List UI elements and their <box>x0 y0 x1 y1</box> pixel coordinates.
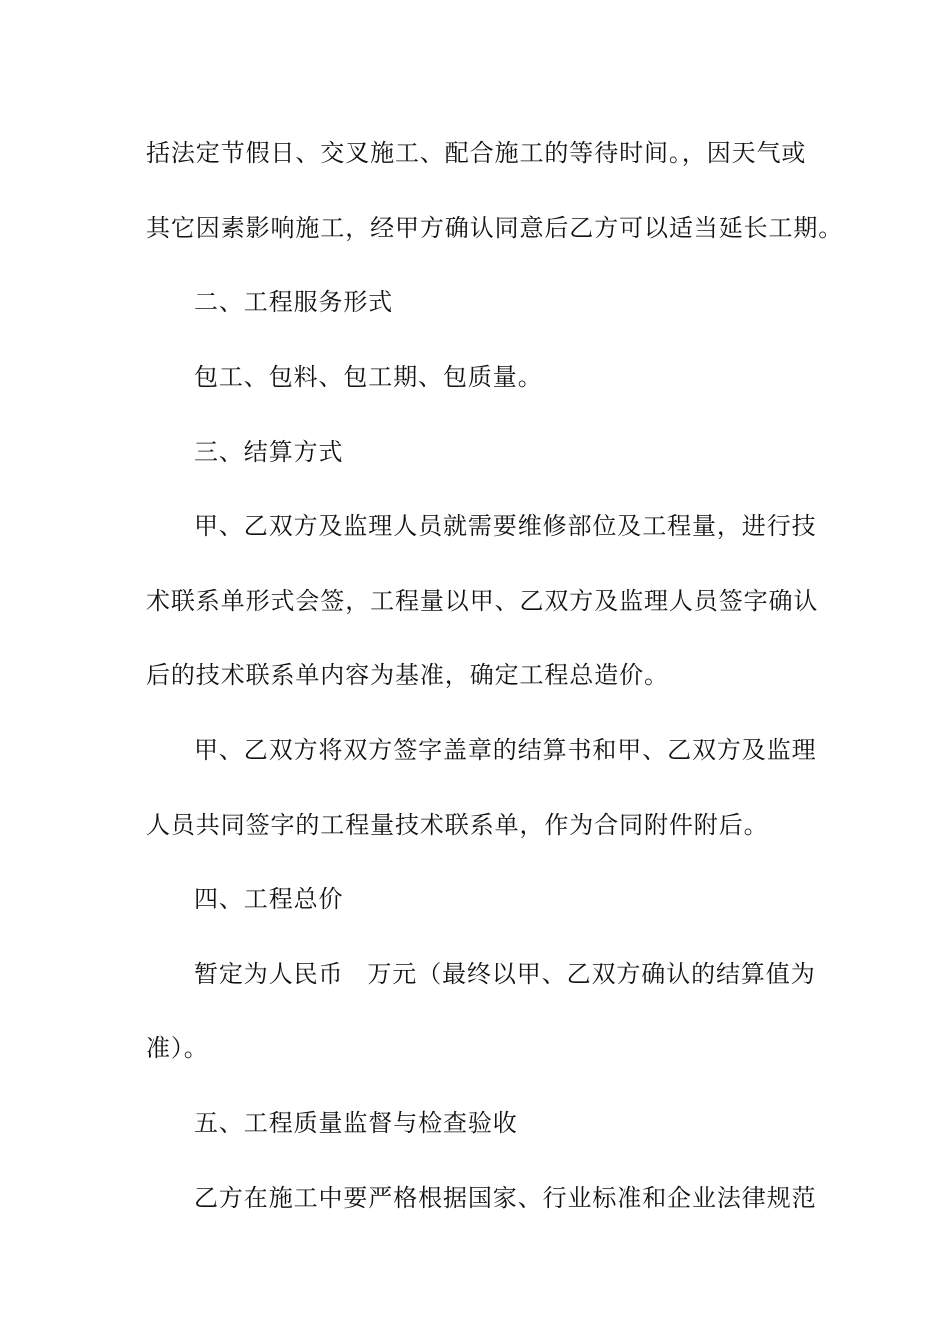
section-heading: 四、工程总价 <box>194 885 344 913</box>
paragraph-line: 人员共同签字的工程量技术联系单，作为合同附件附后。 <box>146 811 769 839</box>
paragraph-line: 术联系单形式会签，工程量以甲、乙双方及监理人员签字确认 <box>146 587 819 615</box>
paragraph-line: 甲、乙双方将双方签字盖章的结算书和甲、乙双方及监理 <box>194 736 817 764</box>
paragraph-line: 包工、包料、包工期、包质量。 <box>194 363 543 391</box>
section-heading: 三、结算方式 <box>194 438 344 466</box>
paragraph-line: 其它因素影响施工，经甲方确认同意后乙方可以适当延长工期。 <box>146 214 844 242</box>
price-line <box>194 959 816 989</box>
paragraph-line: 乙方在施工中要严格根据国家、行业标准和企业法律规范 <box>194 1184 817 1212</box>
price-prefix: 暂定为人民币 <box>194 960 344 988</box>
price-suffix: 万元（最终以甲、乙双方确认的结算值为 <box>367 960 816 988</box>
paragraph-line: 后的技术联系单内容为基准，确定工程总造价。 <box>146 661 669 689</box>
section-heading: 五、工程质量监督与检查验收 <box>194 1109 518 1137</box>
paragraph-line: 准）。 <box>146 1034 209 1062</box>
paragraph-line: 甲、乙双方及监理人员就需要维修部位及工程量，进行技 <box>194 512 817 540</box>
paragraph-line: 括法定节假日、交叉施工、配合施工的等待时间。，因天气或 <box>146 139 807 167</box>
section-heading: 二、工程服务形式 <box>194 288 394 316</box>
